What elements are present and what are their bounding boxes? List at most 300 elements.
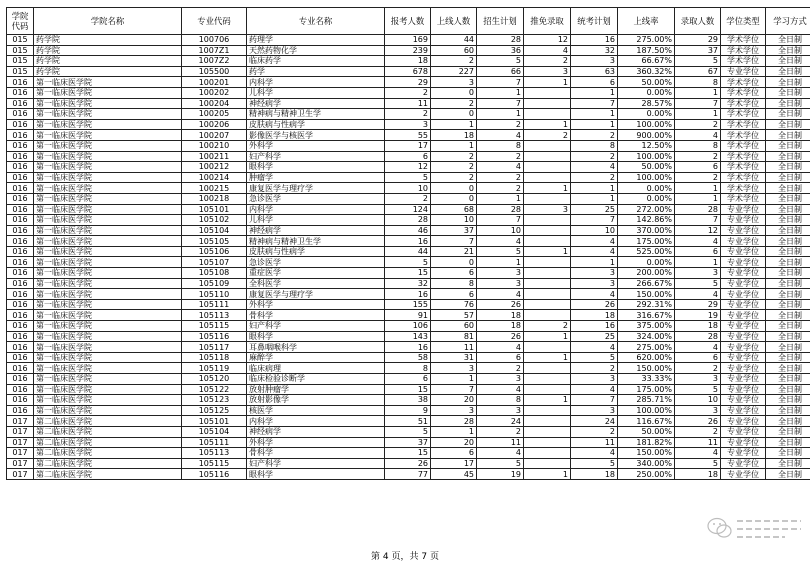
table-cell: 学术学位 — [721, 45, 766, 56]
table-cell: 第一临床医学院 — [34, 172, 182, 183]
table-cell: 全日制 — [766, 363, 810, 374]
table-cell: 学术学位 — [721, 109, 766, 120]
table-cell: 3 — [571, 278, 618, 289]
table-cell: 175.00% — [618, 236, 675, 247]
table-cell: 急诊医学 — [247, 193, 385, 204]
table-cell: 学术学位 — [721, 172, 766, 183]
table-cell: 专业学位 — [721, 363, 766, 374]
table-cell: 学术学位 — [721, 56, 766, 67]
table-cell: 31 — [431, 352, 477, 363]
table-cell: 第一临床医学院 — [34, 310, 182, 321]
table-cell: 37 — [385, 437, 431, 448]
table-cell: 专业学位 — [721, 246, 766, 257]
table-cell: 全日制 — [766, 98, 810, 109]
table-cell: 105105 — [182, 236, 247, 247]
table-cell: 81 — [431, 331, 477, 342]
table-cell: 3 — [571, 268, 618, 279]
table-cell: 2 — [675, 426, 721, 437]
table-cell: 150.00% — [618, 363, 675, 374]
table-cell: 学术学位 — [721, 183, 766, 194]
table-cell: 105115 — [182, 458, 247, 469]
table-cell: 眼科学 — [247, 469, 385, 480]
table-cell: 10 — [571, 225, 618, 236]
table-cell: 4 — [675, 289, 721, 300]
table-row — [7, 66, 810, 77]
table-cell: 18 — [571, 469, 618, 480]
table-cell — [524, 140, 571, 151]
table-cell: 016 — [7, 130, 34, 141]
table-cell: 全日制 — [766, 437, 810, 448]
column-header: 招生计划 — [477, 8, 524, 35]
table-row — [7, 98, 810, 109]
table-cell: 2 — [385, 109, 431, 120]
wechat-icon — [705, 513, 805, 543]
table-row — [7, 77, 810, 88]
table-cell: 7 — [571, 98, 618, 109]
table-cell: 3 — [477, 405, 524, 416]
table-cell: 100202 — [182, 87, 247, 98]
table-cell: 8 — [477, 140, 524, 151]
table-cell: 全日制 — [766, 77, 810, 88]
table-cell: 全日制 — [766, 426, 810, 437]
table-cell: 全日制 — [766, 151, 810, 162]
table-cell — [524, 172, 571, 183]
table-cell: 105125 — [182, 405, 247, 416]
table-cell: 016 — [7, 331, 34, 342]
table-cell: 6 — [571, 77, 618, 88]
table-cell: 全日制 — [766, 352, 810, 363]
page-footer: 第 4 页，共 7 页 — [371, 552, 439, 562]
table-cell: 第一临床医学院 — [34, 395, 182, 406]
table-cell: 26 — [571, 299, 618, 310]
table-cell: 12.50% — [618, 140, 675, 151]
table-cell: 017 — [7, 448, 34, 459]
table-cell: 44 — [385, 246, 431, 257]
table-cell: 康复医学与理疗学 — [247, 289, 385, 300]
table-cell: 28 — [431, 416, 477, 427]
table-cell: 第一临床医学院 — [34, 77, 182, 88]
table-cell: 18 — [477, 310, 524, 321]
table-cell: 620.00% — [618, 352, 675, 363]
table-cell: 全日制 — [766, 246, 810, 257]
table-cell: 1 — [571, 87, 618, 98]
table-cell: 9 — [385, 405, 431, 416]
table-cell: 4 — [477, 289, 524, 300]
table-cell — [524, 278, 571, 289]
table-cell: 016 — [7, 87, 34, 98]
table-cell: 4 — [524, 45, 571, 56]
table-cell: 4 — [675, 448, 721, 459]
table-cell: 016 — [7, 342, 34, 353]
table-cell: 5 — [385, 257, 431, 268]
table-cell: 3 — [385, 119, 431, 130]
table-cell: 7 — [675, 98, 721, 109]
table-cell: 2 — [385, 87, 431, 98]
table-cell: 187.50% — [618, 45, 675, 56]
table-cell — [524, 458, 571, 469]
table-cell: 0.00% — [618, 257, 675, 268]
table-cell: 药理学 — [247, 35, 385, 46]
table-cell: 11 — [675, 437, 721, 448]
table-cell: 1 — [477, 257, 524, 268]
table-cell: 全日制 — [766, 289, 810, 300]
table-cell: 016 — [7, 321, 34, 332]
table-cell: 第一临床医学院 — [34, 130, 182, 141]
table-cell: 3 — [571, 56, 618, 67]
table-cell — [524, 98, 571, 109]
table-cell: 0.00% — [618, 183, 675, 194]
table-cell: 第一临床医学院 — [34, 162, 182, 173]
table-cell: 药学院 — [34, 45, 182, 56]
table-cell: 68 — [431, 204, 477, 215]
table-cell: 016 — [7, 140, 34, 151]
table-cell: 1 — [431, 140, 477, 151]
table-cell: 神经病学 — [247, 98, 385, 109]
table-cell: 第一临床医学院 — [34, 257, 182, 268]
table-cell: 外科学 — [247, 437, 385, 448]
table-cell: 1 — [524, 469, 571, 480]
table-cell: 第一临床医学院 — [34, 331, 182, 342]
table-cell: 2 — [571, 172, 618, 183]
table-cell: 8 — [675, 77, 721, 88]
column-header: 学习方式 — [766, 8, 810, 35]
table-cell — [524, 162, 571, 173]
table-cell: 临床检验诊断学 — [247, 374, 385, 385]
table-cell: 2 — [431, 98, 477, 109]
table-cell: 143 — [385, 331, 431, 342]
table-cell: 专业学位 — [721, 374, 766, 385]
table-cell: 全日制 — [766, 448, 810, 459]
table-cell: 016 — [7, 162, 34, 173]
table-cell: 全日制 — [766, 268, 810, 279]
table-cell: 29 — [675, 35, 721, 46]
table-cell: 麻醉学 — [247, 352, 385, 363]
table-cell — [524, 448, 571, 459]
table-cell: 全日制 — [766, 172, 810, 183]
table-cell: 28 — [477, 35, 524, 46]
table-cell: 11 — [431, 342, 477, 353]
table-row — [7, 268, 810, 279]
table-cell: 124 — [385, 204, 431, 215]
table-cell: 37 — [431, 225, 477, 236]
table-cell: 016 — [7, 299, 34, 310]
table-cell: 全日制 — [766, 321, 810, 332]
table-cell: 105111 — [182, 437, 247, 448]
table-cell: 专业学位 — [721, 215, 766, 226]
column-header: 学院代码 — [7, 8, 34, 35]
table-cell: 105500 — [182, 66, 247, 77]
table-cell: 1 — [675, 193, 721, 204]
table-cell: 专业学位 — [721, 416, 766, 427]
table-cell: 66.67% — [618, 56, 675, 67]
table-cell: 525.00% — [618, 246, 675, 257]
table-cell: 24 — [477, 416, 524, 427]
table-cell: 105116 — [182, 469, 247, 480]
table-cell: 016 — [7, 204, 34, 215]
table-cell: 8 — [675, 140, 721, 151]
table-cell: 1 — [524, 331, 571, 342]
table-cell: 3 — [571, 405, 618, 416]
table-cell: 3 — [675, 268, 721, 279]
table-cell: 第一临床医学院 — [34, 299, 182, 310]
table-cell: 6 — [477, 352, 524, 363]
table-cell: 0.00% — [618, 193, 675, 204]
table-cell: 全日制 — [766, 299, 810, 310]
table-cell: 1 — [477, 109, 524, 120]
table-cell: 105113 — [182, 310, 247, 321]
column-header: 学位类型 — [721, 8, 766, 35]
table-cell: 3 — [477, 268, 524, 279]
table-cell: 6 — [385, 374, 431, 385]
table-cell: 150.00% — [618, 289, 675, 300]
table-cell: 第二临床医学院 — [34, 416, 182, 427]
table-cell: 全日制 — [766, 236, 810, 247]
table-cell: 105102 — [182, 215, 247, 226]
table-cell: 105101 — [182, 204, 247, 215]
table-cell: 016 — [7, 352, 34, 363]
table-cell — [524, 310, 571, 321]
table-cell — [524, 193, 571, 204]
table-cell: 全日制 — [766, 109, 810, 120]
table-cell: 105108 — [182, 268, 247, 279]
table-cell: 169 — [385, 35, 431, 46]
table-cell: 016 — [7, 151, 34, 162]
table-cell: 6 — [431, 289, 477, 300]
table-cell: 3 — [571, 374, 618, 385]
table-cell: 2 — [571, 151, 618, 162]
table-cell — [524, 384, 571, 395]
table-cell: 8 — [477, 395, 524, 406]
table-cell: 37 — [675, 45, 721, 56]
table-cell: 4 — [571, 236, 618, 247]
table-cell: 全日制 — [766, 395, 810, 406]
table-cell: 妇产科学 — [247, 458, 385, 469]
table-cell: 016 — [7, 98, 34, 109]
table-cell: 第一临床医学院 — [34, 374, 182, 385]
table-cell: 药学院 — [34, 35, 182, 46]
table-cell: 全日制 — [766, 405, 810, 416]
table-cell: 016 — [7, 77, 34, 88]
table-cell: 放射肿瘤学 — [247, 384, 385, 395]
table-cell: 影像医学与核医学 — [247, 130, 385, 141]
table-cell: 100.00% — [618, 172, 675, 183]
table-cell: 4 — [675, 342, 721, 353]
table-row — [7, 416, 810, 427]
table-cell: 2 — [385, 193, 431, 204]
table-cell: 第一临床医学院 — [34, 119, 182, 130]
table-cell: 4 — [675, 236, 721, 247]
table-cell: 全日制 — [766, 416, 810, 427]
table-cell: 2 — [675, 172, 721, 183]
table-cell: 57 — [431, 310, 477, 321]
table-cell: 66 — [477, 66, 524, 77]
table-row — [7, 395, 810, 406]
table-cell: 外科学 — [247, 299, 385, 310]
table-cell: 全日制 — [766, 225, 810, 236]
table-cell: 18 — [571, 310, 618, 321]
table-cell: 340.00% — [618, 458, 675, 469]
table-cell: 7 — [431, 384, 477, 395]
table-cell: 第一临床医学院 — [34, 98, 182, 109]
table-cell: 2 — [477, 183, 524, 194]
table-cell: 1 — [524, 183, 571, 194]
table-cell: 0.00% — [618, 87, 675, 98]
table-cell: 学术学位 — [721, 151, 766, 162]
table-cell: 360.32% — [618, 66, 675, 77]
table-cell: 专业学位 — [721, 310, 766, 321]
table-row — [7, 278, 810, 289]
table-cell: 药学院 — [34, 66, 182, 77]
table-cell: 0 — [431, 87, 477, 98]
table-cell: 28.57% — [618, 98, 675, 109]
table-cell — [524, 426, 571, 437]
table-cell: 67 — [675, 66, 721, 77]
table-cell: 第一临床医学院 — [34, 363, 182, 374]
table-cell: 眼科学 — [247, 331, 385, 342]
table-cell: 2 — [431, 162, 477, 173]
table-cell: 105107 — [182, 257, 247, 268]
table-cell: 1 — [571, 183, 618, 194]
table-cell: 全日制 — [766, 87, 810, 98]
table-cell: 5 — [385, 172, 431, 183]
table-cell: 专业学位 — [721, 384, 766, 395]
table-cell: 全日制 — [766, 310, 810, 321]
table-cell: 142.86% — [618, 215, 675, 226]
table-cell: 2 — [431, 56, 477, 67]
admission-table — [6, 7, 810, 480]
table-cell: 1 — [571, 257, 618, 268]
table-cell: 016 — [7, 310, 34, 321]
table-row — [7, 342, 810, 353]
table-cell: 16 — [571, 35, 618, 46]
table-row — [7, 384, 810, 395]
table-cell: 2 — [675, 119, 721, 130]
table-cell: 017 — [7, 437, 34, 448]
table-cell: 105106 — [182, 246, 247, 257]
table-cell: 4 — [571, 448, 618, 459]
table-cell: 妇产科学 — [247, 151, 385, 162]
table-cell: 50.00% — [618, 162, 675, 173]
table-cell: 105122 — [182, 384, 247, 395]
table-row — [7, 215, 810, 226]
table-cell: 专业学位 — [721, 448, 766, 459]
table-cell — [524, 374, 571, 385]
table-cell: 5 — [477, 246, 524, 257]
table-cell: 10 — [675, 395, 721, 406]
table-cell: 2 — [477, 119, 524, 130]
table-cell: 全日制 — [766, 130, 810, 141]
table-cell: 15 — [385, 268, 431, 279]
table-cell: 学术学位 — [721, 119, 766, 130]
table-cell: 6 — [675, 162, 721, 173]
table-cell: 26 — [675, 416, 721, 427]
table-cell: 100214 — [182, 172, 247, 183]
table-cell: 专业学位 — [721, 458, 766, 469]
table-cell: 016 — [7, 278, 34, 289]
table-cell: 第一临床医学院 — [34, 278, 182, 289]
table-cell: 0 — [431, 183, 477, 194]
table-cell: 内科学 — [247, 204, 385, 215]
column-header: 专业代码 — [182, 8, 247, 35]
table-cell: 105111 — [182, 299, 247, 310]
table-cell: 1 — [571, 193, 618, 204]
table-cell: 专业学位 — [721, 257, 766, 268]
table-cell: 17 — [385, 140, 431, 151]
table-cell: 12 — [524, 35, 571, 46]
table-cell: 专业学位 — [721, 405, 766, 416]
table-cell — [524, 289, 571, 300]
table-cell: 学术学位 — [721, 162, 766, 173]
table-cell: 4 — [477, 162, 524, 173]
table-cell: 16 — [571, 321, 618, 332]
table-row — [7, 119, 810, 130]
table-cell: 21 — [431, 246, 477, 257]
table-cell: 26 — [385, 458, 431, 469]
table-cell: 25 — [571, 331, 618, 342]
table-cell: 皮肤病与性病学 — [247, 119, 385, 130]
table-cell: 292.31% — [618, 299, 675, 310]
table-cell: 016 — [7, 119, 34, 130]
table-cell: 28 — [385, 215, 431, 226]
table-cell: 6 — [431, 448, 477, 459]
table-cell: 0 — [431, 193, 477, 204]
table-cell: 016 — [7, 405, 34, 416]
table-cell: 32 — [385, 278, 431, 289]
table-cell: 第一临床医学院 — [34, 405, 182, 416]
table-cell: 2 — [477, 363, 524, 374]
table-cell: 016 — [7, 384, 34, 395]
table-cell: 18 — [431, 130, 477, 141]
table-cell: 专业学位 — [721, 278, 766, 289]
table-cell — [524, 268, 571, 279]
table-cell: 015 — [7, 45, 34, 56]
table-cell: 第一临床医学院 — [34, 215, 182, 226]
table-row — [7, 236, 810, 247]
table-cell: 1 — [477, 87, 524, 98]
table-cell: 105115 — [182, 321, 247, 332]
table-cell: 第一临床医学院 — [34, 193, 182, 204]
table-cell: 专业学位 — [721, 395, 766, 406]
table-cell — [524, 437, 571, 448]
table-cell: 全日制 — [766, 119, 810, 130]
table-cell: 105123 — [182, 395, 247, 406]
table-cell: 100206 — [182, 119, 247, 130]
table-cell: 外科学 — [247, 140, 385, 151]
table-cell: 316.67% — [618, 310, 675, 321]
table-cell: 77 — [385, 469, 431, 480]
table-cell: 骨科学 — [247, 448, 385, 459]
table-cell: 155 — [385, 299, 431, 310]
table-cell: 2 — [524, 321, 571, 332]
table-cell: 017 — [7, 426, 34, 437]
table-cell: 学术学位 — [721, 77, 766, 88]
table-cell: 专业学位 — [721, 342, 766, 353]
table-cell: 药学 — [247, 66, 385, 77]
table-cell: 17 — [431, 458, 477, 469]
table-cell: 29 — [385, 77, 431, 88]
table-cell: 015 — [7, 66, 34, 77]
table-cell: 第一临床医学院 — [34, 246, 182, 257]
table-cell: 5 — [571, 458, 618, 469]
table-cell: 专业学位 — [721, 66, 766, 77]
table-cell: 1 — [431, 119, 477, 130]
table-cell: 内科学 — [247, 77, 385, 88]
table-cell: 第一临床医学院 — [34, 183, 182, 194]
table-cell: 272.00% — [618, 204, 675, 215]
table-cell: 100205 — [182, 109, 247, 120]
table-cell: 学术学位 — [721, 98, 766, 109]
table-cell: 6 — [675, 246, 721, 257]
